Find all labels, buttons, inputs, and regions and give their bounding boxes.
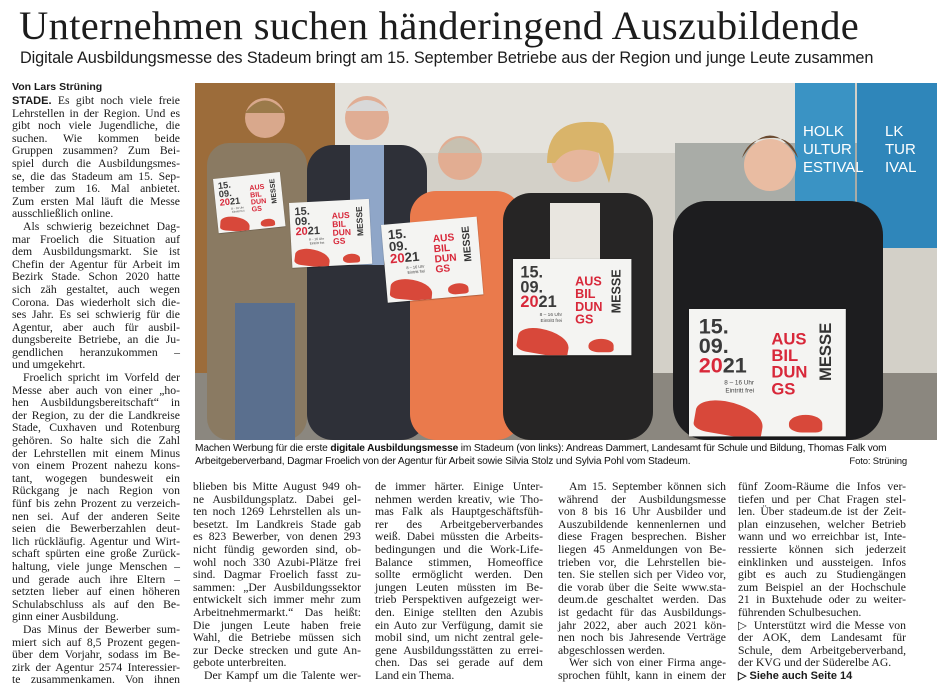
text-line: rer des Arbeitgeberverbandes xyxy=(375,517,543,531)
shoe-graphic xyxy=(343,253,360,263)
text-line: sind. Dagmar Froelich fasst zu- xyxy=(193,568,361,582)
dateline: STADE. xyxy=(12,95,52,107)
text-line: ten noch 1269 Lehrstellen als un- xyxy=(193,505,361,519)
poster-date xyxy=(520,262,557,311)
text-line-rest: Es gibt noch viele freie xyxy=(51,94,180,107)
poster-title-line: BIL xyxy=(249,189,263,200)
shoe-graphic xyxy=(220,216,250,232)
text-line: blieben bis Mitte August 949 oh- xyxy=(193,480,361,493)
banner-left-text: HOLK ULTUR ESTIVAL xyxy=(803,123,864,176)
text-line: ausschließlich online. xyxy=(12,207,114,221)
text-line: weiß. Dabei müssten die Arbeits- xyxy=(375,530,543,544)
poster-year xyxy=(219,196,240,207)
poster-month: 09. xyxy=(294,214,311,228)
poster-title-line: DUN xyxy=(771,362,808,382)
poster-info xyxy=(406,265,425,276)
text-line: jungen Leuten müssten im Be- xyxy=(375,580,543,594)
poster-month: 09. xyxy=(388,237,408,255)
poster-title-line: BIL xyxy=(433,241,451,255)
text-line: der Region, zu der die Landkreise xyxy=(12,408,180,422)
article-column-4 xyxy=(558,481,726,683)
text-line: liegen 45 Anmeldungen von Be- xyxy=(558,542,726,556)
text-line: Auszubildende kennenlernen und xyxy=(558,517,726,531)
see-also-link[interactable]: ▷ Siehe auch Seite 14 xyxy=(738,669,853,682)
poster-title-line: AUS xyxy=(331,210,350,221)
poster-year-b: 21 xyxy=(307,223,321,238)
poster-month: 09. xyxy=(520,277,544,296)
poster-day: 15. xyxy=(698,313,729,339)
poster-hours: 8 – 16 Uhr xyxy=(308,237,325,242)
text-line: plan einzusehen, welcher Betrieb xyxy=(738,517,906,531)
text-line: de immer härter. Einige Unter- xyxy=(375,480,543,493)
poster-title-line: BIL xyxy=(331,219,347,230)
caption-highlight: digitale Ausbildungsmesse xyxy=(330,443,459,454)
text-line: mar Froelich die Situation auf xyxy=(12,232,180,246)
text-line: den. Einige stellten den Azubis xyxy=(375,605,543,619)
text-line: Agentur, aber auch für ausbil- xyxy=(12,320,180,334)
poster-title xyxy=(332,211,352,246)
text-line: Die jungen Leute haben freie xyxy=(193,618,361,632)
text-line: tiefen und per Chat Fragen stel- xyxy=(738,492,906,506)
text-line: jahr 2022, aber auch 2021 kön- xyxy=(558,618,726,632)
poster-year xyxy=(698,353,747,378)
poster-year-b: 21 xyxy=(538,292,557,311)
poster-year-a: 20 xyxy=(698,353,723,378)
text-line: dungsbereite Betriebe, an die Ju- xyxy=(12,333,180,347)
text-line: der Lehrstellen mit einem Minus xyxy=(12,446,180,460)
poster-year-a: 20 xyxy=(219,196,231,208)
shoe-graphic xyxy=(294,247,331,268)
poster-hours: 8 – 16 Uhr xyxy=(539,312,563,318)
text-line: Zum ersten Mal läuft die Messe xyxy=(12,194,180,208)
text-line: nen noch bis Jahresende Verträge xyxy=(558,631,726,645)
poster-month: 09. xyxy=(698,333,729,358)
text-line: gibt noch viele Jugendliche, die xyxy=(12,119,180,133)
photo-credit: Foto: Strüning xyxy=(849,456,907,467)
text-line: Chefin der Agentur für Arbeit im xyxy=(12,257,180,271)
text-line: gebote unterbreiten. xyxy=(193,656,287,670)
text-line: und gerade auch ihre Eltern – xyxy=(12,572,180,586)
poster-title-line: BIL xyxy=(575,287,596,302)
poster-year xyxy=(295,225,320,236)
poster-day: 15. xyxy=(520,262,544,282)
poster-entry: Eintritt frei xyxy=(407,269,426,276)
caption-text: Machen Werbung für die erste xyxy=(195,443,331,454)
poster-year xyxy=(389,248,420,267)
text-line: chen. Das sei gerade auf dem xyxy=(375,656,543,670)
text-line: spiel durch die Ausbildungsmes- xyxy=(12,156,180,170)
text-line: setzten lieber auf einen höheren xyxy=(12,585,180,599)
text-line: nen sei. Auf der anderen Seite xyxy=(12,509,180,523)
text-line: besetzt. Im Landkreis Stade gab xyxy=(193,517,361,531)
text-line: gehören. So halte sich die Zahl xyxy=(12,434,180,448)
poster-title-line: BIL xyxy=(771,346,799,365)
text-line: gene Ausbildungsstätten zu errei- xyxy=(375,643,543,657)
shoe-graphic xyxy=(693,396,766,436)
text-line: Am 15. September können sich xyxy=(569,480,726,493)
poster-date xyxy=(294,205,320,236)
text-line: seien die Bewerberzahlen deut- xyxy=(12,522,180,536)
poster-entry: Eintritt frei xyxy=(309,241,325,246)
poster-title-line: AUS xyxy=(249,182,265,193)
text-line: Der Kampf um die Talente wer- xyxy=(204,668,361,682)
poster-day: 15. xyxy=(294,204,311,218)
shoe-graphic xyxy=(789,415,822,433)
poster-year-a: 20 xyxy=(295,224,309,238)
text-line: trieb Perspektiven aufgezeigt wer- xyxy=(375,593,543,607)
event-poster xyxy=(689,309,846,436)
text-line: abgeschlossen werden. xyxy=(558,643,666,657)
text-line: ginn einer Ausbildung. xyxy=(12,610,119,624)
poster-year-a: 20 xyxy=(520,292,539,311)
person-1 xyxy=(207,98,307,440)
text-line: te zusammenkamen. Von ihnen xyxy=(12,673,180,687)
poster-year-b: 21 xyxy=(403,248,420,266)
poster-title-line: DUN xyxy=(250,196,267,207)
poster-hours: 8 – 16 Uhr xyxy=(231,206,245,211)
text-line: Wahl, die Betriebe müssen sich xyxy=(193,631,361,645)
byline: Von Lars Strüning xyxy=(12,81,103,93)
poster-title xyxy=(771,331,807,398)
text-line: wann und wo erreichbar ist, Inte- xyxy=(738,530,906,544)
poster-month: 09. xyxy=(218,187,233,200)
text-line: trieben vor, die Lehrstellen bie- xyxy=(558,555,726,569)
text-line: ne Ausbildungsplatz. Dabei gel- xyxy=(193,492,361,506)
text-line: 21 in Buxtehude oder zu weiter- xyxy=(738,593,906,607)
poster-title xyxy=(249,183,267,213)
poster-date xyxy=(698,313,747,378)
text-line: hen Ausbildungsbereitschaft“ in xyxy=(12,396,180,410)
poster-title-line: GS xyxy=(575,312,594,327)
poster-vertical: MESSE xyxy=(267,178,279,205)
article-column-2 xyxy=(193,481,361,683)
text-line: führenden Schulbesuchen. xyxy=(738,605,862,619)
text-line: sprochen fühlt, kann in einem der xyxy=(558,668,726,682)
event-poster xyxy=(289,199,372,268)
subheadline: Digitale Ausbildungsmesse des Stadeum bringt am 15. September Betriebe aus der Region und junge Leute zusammen xyxy=(20,49,874,67)
text-line: zum Beispiel an der Hochschule xyxy=(738,580,906,594)
text-line: Stade, Cuxhaven und Rotenburg xyxy=(12,421,180,435)
text-line: während der Ausbildungsmesse xyxy=(558,492,726,506)
text-line: fünf bis zehn Prozent zu verzeich- xyxy=(12,497,180,510)
text-line: deum.de geschaltet werden. Das xyxy=(558,593,726,607)
text-line: se, die das Stadeum am 15. Sep- xyxy=(12,169,180,183)
poster-hours: 8 – 16 Uhr xyxy=(724,379,755,387)
text-line: Das Minus der Bewerber sum- xyxy=(23,622,180,636)
text-line: diese Fragen besprechen. Bisher xyxy=(558,530,726,544)
poster-title-line: AUS xyxy=(771,329,807,349)
article-photo xyxy=(195,83,937,440)
poster-day: 15. xyxy=(387,225,407,243)
poster-day: 15. xyxy=(217,179,232,192)
text-line: ein Auto zur Verfügung, damit sie xyxy=(375,618,543,632)
text-line: zirk der Agentur 2574 Interessier- xyxy=(12,660,180,674)
text-line: entwickelt sich immer mehr zum xyxy=(193,593,361,607)
text-line: wohl noch 330 Azubi-Plätze frei xyxy=(193,555,361,569)
article-column-1 xyxy=(12,95,180,687)
text-line xyxy=(12,95,180,108)
text-line: über dem Vorjahr, sodass im Be- xyxy=(12,648,180,662)
article-column-3 xyxy=(375,481,543,683)
text-line: tant, wogegen bundesweit ein xyxy=(12,471,180,485)
poster-year-b: 21 xyxy=(229,195,241,207)
poster-year-a: 20 xyxy=(389,250,406,267)
poster-title xyxy=(575,275,602,325)
text-line: ist gedacht für das Ausbildungs- xyxy=(558,605,726,619)
poster-title-line: GS xyxy=(251,204,263,214)
poster-date xyxy=(387,227,419,265)
text-line: mobil sind, um nicht zentral gele- xyxy=(375,631,543,645)
event-poster xyxy=(213,172,286,233)
article-column-5 xyxy=(738,481,906,683)
text-line: sich zäh gestaltet, auch wegen xyxy=(12,282,180,296)
poster-title-line: DUN xyxy=(332,227,352,238)
poster-info xyxy=(540,312,562,324)
poster-year-b: 21 xyxy=(722,353,747,378)
text-line: es 823 Bewerber, von denen 293 xyxy=(193,530,361,544)
text-line: dem Ausbildungsmarkt. Sie ist xyxy=(12,245,180,259)
poster-title-line: AUS xyxy=(432,231,455,245)
text-line: von einem Prozent nahezu kons- xyxy=(12,459,180,473)
text-line: ses Jahr. Es sei schwierig für die xyxy=(12,308,180,322)
event-poster xyxy=(381,217,483,303)
text-line: Messe aber auch von einer „ho- xyxy=(12,383,180,397)
text-line: zur Decke strecken und gute An- xyxy=(193,643,361,657)
text-line: der AOK, dem Landesamt für xyxy=(738,631,906,645)
text-line: Land ein Thema. xyxy=(375,668,455,682)
text-line: mas Falk als Hauptgeschäftsfüh- xyxy=(375,505,543,519)
caption-text-rest: im Stadeum (von links): Andreas Dammert, Landesamt für Schule und Bildung, Thomas Falk vom Arbeitgeberverband, Dagmar Froelich von der Agentur für Arbeit sowie Silvia Stolz und Sylvia Pohl vom Stadeum. xyxy=(195,443,887,467)
text-line: nicht fündig geworden sind, ob- xyxy=(193,542,361,556)
text-line: tember zum 16. Mal anbietet. xyxy=(12,182,180,196)
shoe-graphic xyxy=(260,218,275,227)
shoe-graphic xyxy=(588,339,613,352)
text-line: miert sich auf 8,5 Prozent gegen- xyxy=(12,635,180,649)
banner-right-text: LK TUR IVAL xyxy=(885,123,917,176)
poster-vertical: MESSE xyxy=(609,269,624,314)
poster-info xyxy=(724,380,754,396)
text-line: ten. Sie stellen sich per Video vor, xyxy=(558,568,726,582)
text-line: schaft spürten eine große Zurück- xyxy=(12,547,180,561)
text-line: Schulabschluss als auf den Be- xyxy=(12,597,180,611)
text-line: fünf Zoom-Räume die Infos ver- xyxy=(738,480,906,493)
shoe-graphic xyxy=(516,325,571,355)
poster-title-line: DUN xyxy=(575,299,603,314)
text-line: ressierte können sich jederzeit xyxy=(738,542,906,556)
text-line: Froelich spricht im Vorfeld der xyxy=(23,371,180,385)
text-line: einklinken und aussteigen. Infos xyxy=(738,555,906,569)
text-line: nehmen werden kreativ, wie Tho- xyxy=(375,492,543,506)
photo-caption xyxy=(195,442,907,468)
text-line: Lehrstellen in der Region. Und es xyxy=(12,106,180,120)
text-line: Arbeitnehmermarkt.“ Das heißt: xyxy=(193,605,361,619)
poster-title-line: DUN xyxy=(434,251,458,265)
text-line: Corona. Das wiederholt sich die- xyxy=(12,295,180,309)
headline: Unternehmen suchen händeringend Auszubildende xyxy=(19,3,860,48)
text-line: Balance stimmen, Homeoffice xyxy=(375,555,543,569)
poster-entry: Eintritt frei xyxy=(232,209,245,214)
poster-title-line: GS xyxy=(332,236,346,247)
text-line: sammen: „Der Ausbildungssektor xyxy=(193,580,361,594)
text-line: haltung, viele junge Menschen – xyxy=(12,559,180,573)
text-line: len. Über stadeum.de ist der Zeit- xyxy=(738,505,906,519)
text-line: und umgekehrt. xyxy=(12,358,86,372)
poster-year xyxy=(520,292,557,311)
poster-entry: Eintritt frei xyxy=(725,387,755,395)
text-line: ▷ Unterstützt wird die Messe von xyxy=(738,618,906,632)
text-line: von 8 bis 16 Uhr Ausbilder und xyxy=(558,505,726,519)
text-line: Als schwierig bezeichnet Dag- xyxy=(23,219,180,233)
poster-hours: 8 – 16 Uhr xyxy=(406,264,425,271)
text-line: sollte ermöglicht werden. Den xyxy=(375,568,543,582)
text-line: gendlichen heranzukommen – xyxy=(12,345,180,359)
poster-title-line: AUS xyxy=(575,274,602,289)
poster-vertical: MESSE xyxy=(354,206,366,237)
event-poster xyxy=(513,259,631,355)
text-line: Gruppen zusammen? Zum Bei- xyxy=(12,144,180,158)
poster-title-line: GS xyxy=(771,379,796,399)
text-line: gibt es auch zu Studiengängen xyxy=(738,568,906,582)
shoe-graphic xyxy=(390,278,434,302)
text-line: lich rückläufig. Agentur und Wirt- xyxy=(12,534,180,548)
text-line: Schule, dem Arbeitgeberverband, xyxy=(738,643,906,657)
poster-title-line: GS xyxy=(434,262,451,275)
poster-entry: Eintritt frei xyxy=(540,318,563,324)
poster-date xyxy=(218,180,241,207)
text-line: Wer sich von einer Firma ange- xyxy=(569,656,726,670)
poster-info xyxy=(231,206,244,214)
shoe-graphic xyxy=(448,282,469,295)
text-line: bedingungen und die Work-Life- xyxy=(375,542,543,556)
poster-vertical: MESSE xyxy=(459,225,474,263)
poster-vertical: MESSE xyxy=(816,322,836,382)
text-line: suchen. Wie kommen beide xyxy=(12,131,180,145)
poster-title xyxy=(432,232,458,275)
text-line: der KVG und der Süderelbe AG. xyxy=(738,656,892,670)
text-line: die vorab über die Seite www.sta- xyxy=(558,580,726,594)
text-line: Rückgang je nach Region von xyxy=(12,484,180,498)
text-line: Bezirk Stade. Schon 2020 hatte xyxy=(12,270,180,284)
poster-info xyxy=(309,237,325,246)
